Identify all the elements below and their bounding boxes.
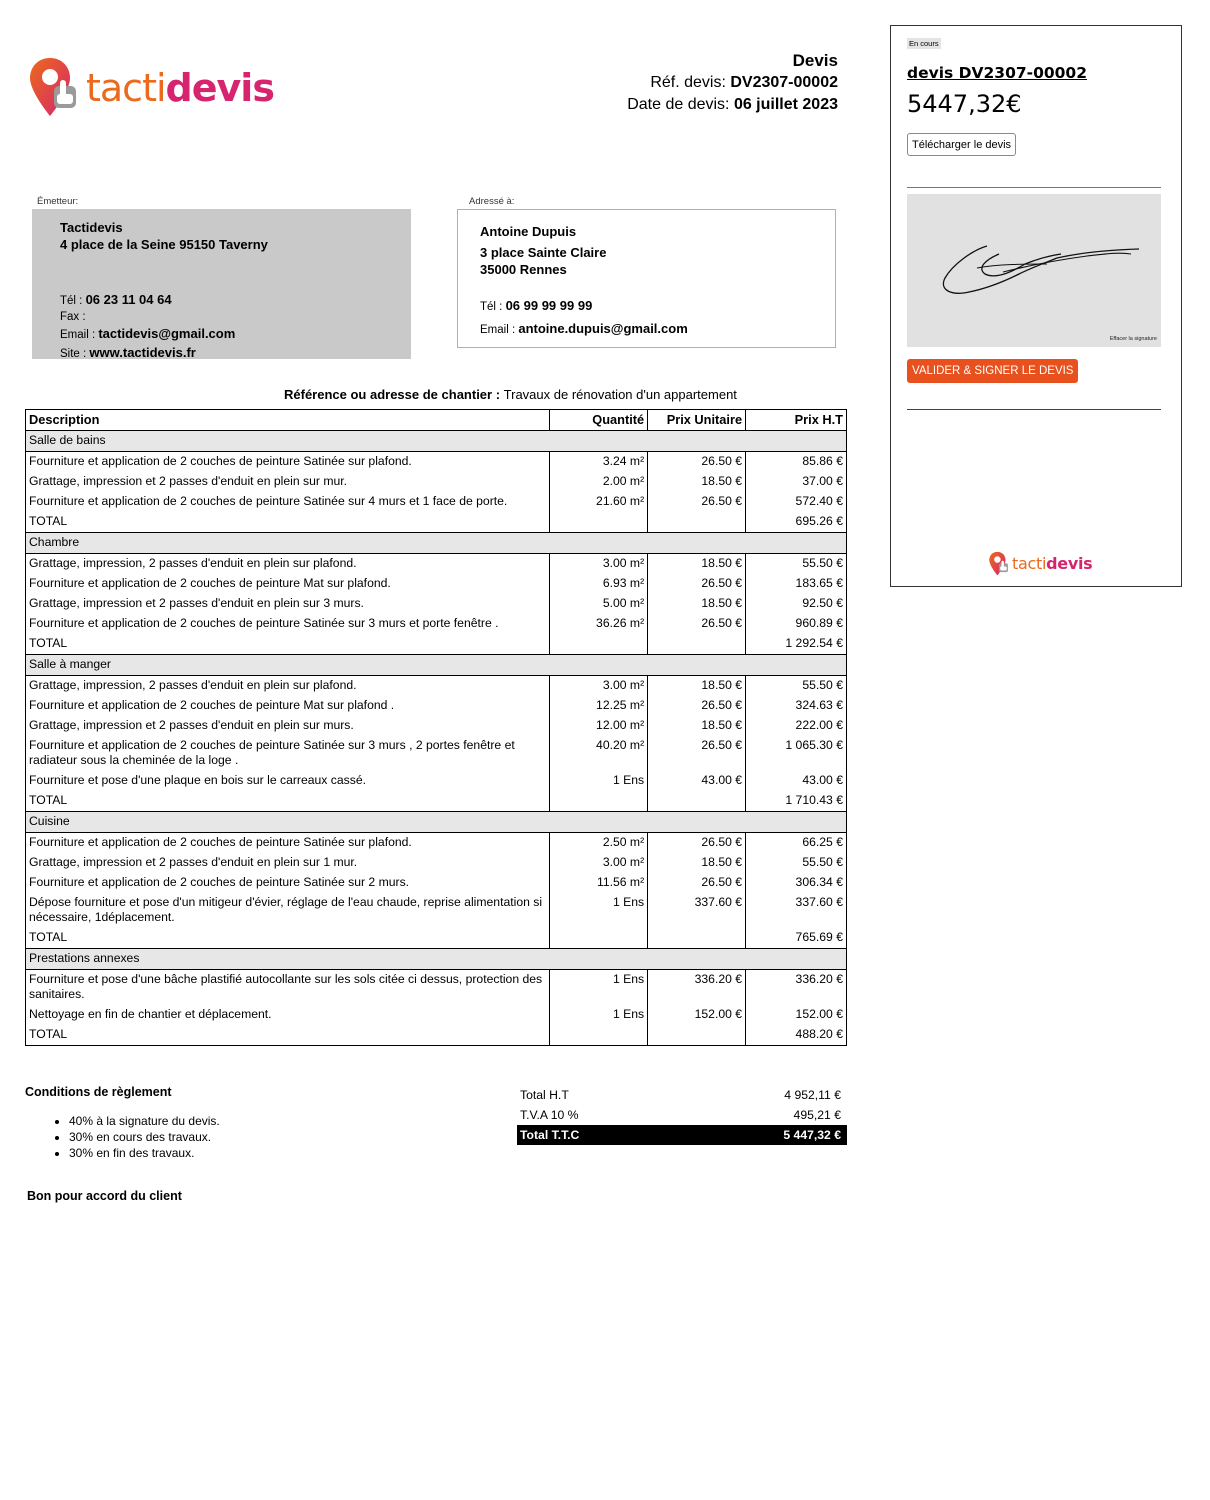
signature-drawing [907, 194, 1161, 347]
total-label: TOTAL [26, 1025, 550, 1046]
total-ht-row: Total H.T 4 952,11 € [520, 1088, 841, 1102]
item-price-ht: 92.50 € [746, 594, 847, 614]
item-quantity: 5.00 m² [550, 594, 648, 614]
item-quantity: 6.93 m² [550, 574, 648, 594]
item-quantity: 2.00 m² [550, 472, 648, 492]
item-description: Grattage, impression, 2 passes d'enduit en plein sur plafond. [26, 554, 550, 575]
table-row [26, 452, 847, 473]
item-quantity: 12.25 m² [550, 696, 648, 716]
item-unit-price: 152.00 € [648, 1005, 746, 1025]
logo-wordmark: tactidevis [1012, 554, 1093, 573]
section-total-row [26, 634, 847, 655]
item-unit-price: 18.50 € [648, 594, 746, 614]
item-unit-price: 43.00 € [648, 771, 746, 791]
item-unit-price: 26.50 € [648, 574, 746, 594]
item-quantity: 40.20 m² [550, 736, 648, 771]
site-reference: Référence ou adresse de chantier : Travaux de rénovation d'un appartement [284, 387, 737, 402]
item-unit-price: 336.20 € [648, 970, 746, 1006]
item-unit-price: 26.50 € [648, 696, 746, 716]
recipient-address-2: 35000 Rennes [480, 262, 567, 277]
panel-amount: 5447,32€ [907, 90, 1022, 118]
item-description: Grattage, impression, 2 passes d'enduit en plein sur plafond. [26, 676, 550, 697]
table-row [26, 614, 847, 634]
item-price-ht: 66.25 € [746, 833, 847, 854]
item-unit-price: 26.50 € [648, 873, 746, 893]
table-row [26, 833, 847, 854]
signature-pad[interactable] [907, 194, 1161, 347]
item-price-ht: 37.00 € [746, 472, 847, 492]
item-unit-price: 26.50 € [648, 614, 746, 634]
item-price-ht: 337.60 € [746, 893, 847, 928]
section-row [26, 533, 847, 554]
item-description: Fourniture et application de 2 couches de peinture Satinée sur plafond. [26, 833, 550, 854]
location-pin-hand-icon [988, 551, 1010, 577]
recipient-email: Email : antoine.dupuis@gmail.com [480, 321, 688, 336]
payment-term-item: • 30% en fin des travaux. [69, 1145, 220, 1161]
item-quantity: 3.24 m² [550, 452, 648, 473]
item-unit-price: 26.50 € [648, 736, 746, 771]
item-unit-price: 18.50 € [648, 676, 746, 697]
table-row [26, 594, 847, 614]
emitter-email: Email : tactidevis@gmail.com [60, 326, 236, 341]
brand-logo [28, 56, 274, 120]
section-total-row [26, 512, 847, 533]
clear-signature-link[interactable]: Effacer la signature [1109, 336, 1157, 342]
table-row [26, 676, 847, 697]
section-total-value: 488.20 € [746, 1025, 847, 1046]
payment-term-item: • 30% en cours des travaux. [69, 1129, 220, 1145]
section-total-value: 1 710.43 € [746, 791, 847, 812]
total-label: TOTAL [26, 634, 550, 655]
panel-quote-title: devis DV2307-00002 [907, 64, 1088, 82]
logo-wordmark: tactidevis [86, 66, 274, 110]
item-quantity: 1 Ens [550, 970, 648, 1006]
item-quantity: 3.00 m² [550, 853, 648, 873]
item-description: Grattage, impression et 2 passes d'enduit en plein sur mur. [26, 472, 550, 492]
table-row [26, 1005, 847, 1025]
item-price-ht: 324.63 € [746, 696, 847, 716]
item-quantity: 12.00 m² [550, 716, 648, 736]
item-price-ht: 55.50 € [746, 853, 847, 873]
item-description: Fourniture et application de 2 couches de peinture Satinée sur 3 murs et porte fenêtre . [26, 614, 550, 634]
item-price-ht: 960.89 € [746, 614, 847, 634]
item-unit-price: 337.60 € [648, 893, 746, 928]
item-description: Fourniture et application de 2 couches de peinture Satinée sur 2 murs. [26, 873, 550, 893]
col-header-price-ht: Prix H.T [746, 410, 847, 431]
item-description: Fourniture et application de 2 couches de peinture Satinée sur 4 murs et 1 face de porte. [26, 492, 550, 512]
item-description: Fourniture et pose d'une bâche plastifié autocollante sur les sols citée ci dessus, protection des sanitaires. [26, 970, 550, 1006]
validate-sign-button[interactable]: VALIDER & SIGNER LE DEVIS [907, 359, 1078, 383]
doc-type: Devis [792, 51, 838, 70]
item-unit-price: 18.50 € [648, 716, 746, 736]
item-price-ht: 85.86 € [746, 452, 847, 473]
emitter-tel: Tél : 06 23 11 04 64 [60, 292, 172, 307]
item-quantity: 1 Ens [550, 893, 648, 928]
section-total-value: 695.26 € [746, 512, 847, 533]
item-price-ht: 43.00 € [746, 771, 847, 791]
emitter-label: Émetteur: [37, 196, 79, 207]
recipient-address-1: 3 place Sainte Claire [480, 245, 607, 260]
quote-date: Date de devis: 06 juillet 2023 [627, 96, 838, 113]
table-row [26, 554, 847, 575]
total-label: TOTAL [26, 928, 550, 949]
table-row [26, 771, 847, 791]
item-description: Dépose fourniture et pose d'un mitigeur d'évier, réglage de l'eau chaude, reprise alimentation si nécessaire, 1déplacement. [26, 893, 550, 928]
table-row [26, 853, 847, 873]
col-header-quantity: Quantité [550, 410, 648, 431]
table-row [26, 970, 847, 1006]
item-quantity: 2.50 m² [550, 833, 648, 854]
section-total-row [26, 791, 847, 812]
item-unit-price: 26.50 € [648, 833, 746, 854]
emitter-name: Tactidevis [60, 220, 123, 235]
item-quantity: 36.26 m² [550, 614, 648, 634]
status-badge: En cours [909, 39, 939, 48]
item-description: Fourniture et application de 2 couches de peinture Mat sur plafond. [26, 574, 550, 594]
item-unit-price: 18.50 € [648, 472, 746, 492]
location-pin-hand-icon [28, 56, 80, 120]
quote-reference: Réf. devis: DV2307-00002 [650, 74, 838, 91]
section-name: Prestations annexes [26, 949, 847, 970]
item-price-ht: 572.40 € [746, 492, 847, 512]
item-price-ht: 222.00 € [746, 716, 847, 736]
table-row [26, 873, 847, 893]
section-total-value: 765.69 € [746, 928, 847, 949]
item-unit-price: 18.50 € [648, 853, 746, 873]
section-row [26, 949, 847, 970]
item-description: Fourniture et application de 2 couches de peinture Satinée sur 3 murs , 2 portes fenêtre et radiateur sous la cheminée de la loge . [26, 736, 550, 771]
divider [907, 187, 1161, 188]
section-name: Cuisine [26, 812, 847, 833]
table-row [26, 472, 847, 492]
emitter-box [32, 209, 411, 359]
item-price-ht: 336.20 € [746, 970, 847, 1006]
recipient-label: Adressé à: [469, 196, 515, 207]
payment-term-item: • 40% à la signature du devis. [69, 1113, 220, 1129]
recipient-tel: Tél : 06 99 99 99 99 [480, 298, 593, 313]
section-name: Salle à manger [26, 655, 847, 676]
item-unit-price: 26.50 € [648, 452, 746, 473]
recipient-name: Antoine Dupuis [480, 224, 577, 239]
total-label: TOTAL [26, 512, 550, 533]
item-description: Grattage, impression et 2 passes d'enduit en plein sur murs. [26, 716, 550, 736]
col-header-description: Description [26, 410, 550, 431]
payment-terms-title: Conditions de règlement [25, 1085, 172, 1099]
item-description: Grattage, impression et 2 passes d'enduit en plein sur 3 murs. [26, 594, 550, 614]
total-ttc-row: Total T.T.C 5 447,32 € [517, 1125, 847, 1145]
table-row [26, 696, 847, 716]
item-description: Fourniture et application de 2 couches de peinture Satinée sur plafond. [26, 452, 550, 473]
item-quantity: 1 Ens [550, 771, 648, 791]
panel-brand-logo [988, 551, 1092, 577]
section-name: Salle de bains [26, 431, 847, 452]
item-price-ht: 1 065.30 € [746, 736, 847, 771]
table-row [26, 893, 847, 928]
emitter-fax: Fax : [60, 311, 86, 323]
item-price-ht: 55.50 € [746, 554, 847, 575]
section-total-row [26, 1025, 847, 1046]
item-quantity: 1 Ens [550, 1005, 648, 1025]
total-label: TOTAL [26, 791, 550, 812]
recipient-box [457, 209, 836, 348]
section-row [26, 812, 847, 833]
table-row [26, 736, 847, 771]
emitter-site: Site : www.tactidevis.fr [60, 345, 196, 360]
emitter-address: 4 place de la Seine 95150 Taverny [60, 237, 268, 252]
item-description: Fourniture et pose d'une plaque en bois sur le carreaux cassé. [26, 771, 550, 791]
item-price-ht: 306.34 € [746, 873, 847, 893]
item-description: Nettoyage en fin de chantier et déplacement. [26, 1005, 550, 1025]
quote-header [627, 50, 838, 116]
section-row [26, 655, 847, 676]
item-unit-price: 18.50 € [648, 554, 746, 575]
item-quantity: 11.56 m² [550, 873, 648, 893]
item-price-ht: 183.65 € [746, 574, 847, 594]
client-approval-label: Bon pour accord du client [27, 1189, 182, 1203]
totals-block [517, 1085, 847, 1145]
quote-items-table [25, 409, 847, 1046]
section-row [26, 431, 847, 452]
item-description: Grattage, impression et 2 passes d'enduit en plein sur 1 mur. [26, 853, 550, 873]
col-header-unit-price: Prix Unitaire [648, 410, 746, 431]
payment-terms-list [51, 1113, 220, 1161]
section-total-row [26, 928, 847, 949]
item-quantity: 21.60 m² [550, 492, 648, 512]
table-header-row [26, 410, 847, 431]
tva-row: T.V.A 10 % 495,21 € [520, 1108, 841, 1122]
table-row [26, 716, 847, 736]
divider [907, 409, 1161, 410]
table-row [26, 574, 847, 594]
section-name: Chambre [26, 533, 847, 554]
table-row [26, 492, 847, 512]
signature-panel [890, 25, 1182, 587]
item-quantity: 3.00 m² [550, 554, 648, 575]
item-price-ht: 152.00 € [746, 1005, 847, 1025]
item-price-ht: 55.50 € [746, 676, 847, 697]
item-quantity: 3.00 m² [550, 676, 648, 697]
section-total-value: 1 292.54 € [746, 634, 847, 655]
item-unit-price: 26.50 € [648, 492, 746, 512]
download-quote-button[interactable]: Télécharger le devis [907, 133, 1016, 156]
item-description: Fourniture et application de 2 couches de peinture Mat sur plafond . [26, 696, 550, 716]
